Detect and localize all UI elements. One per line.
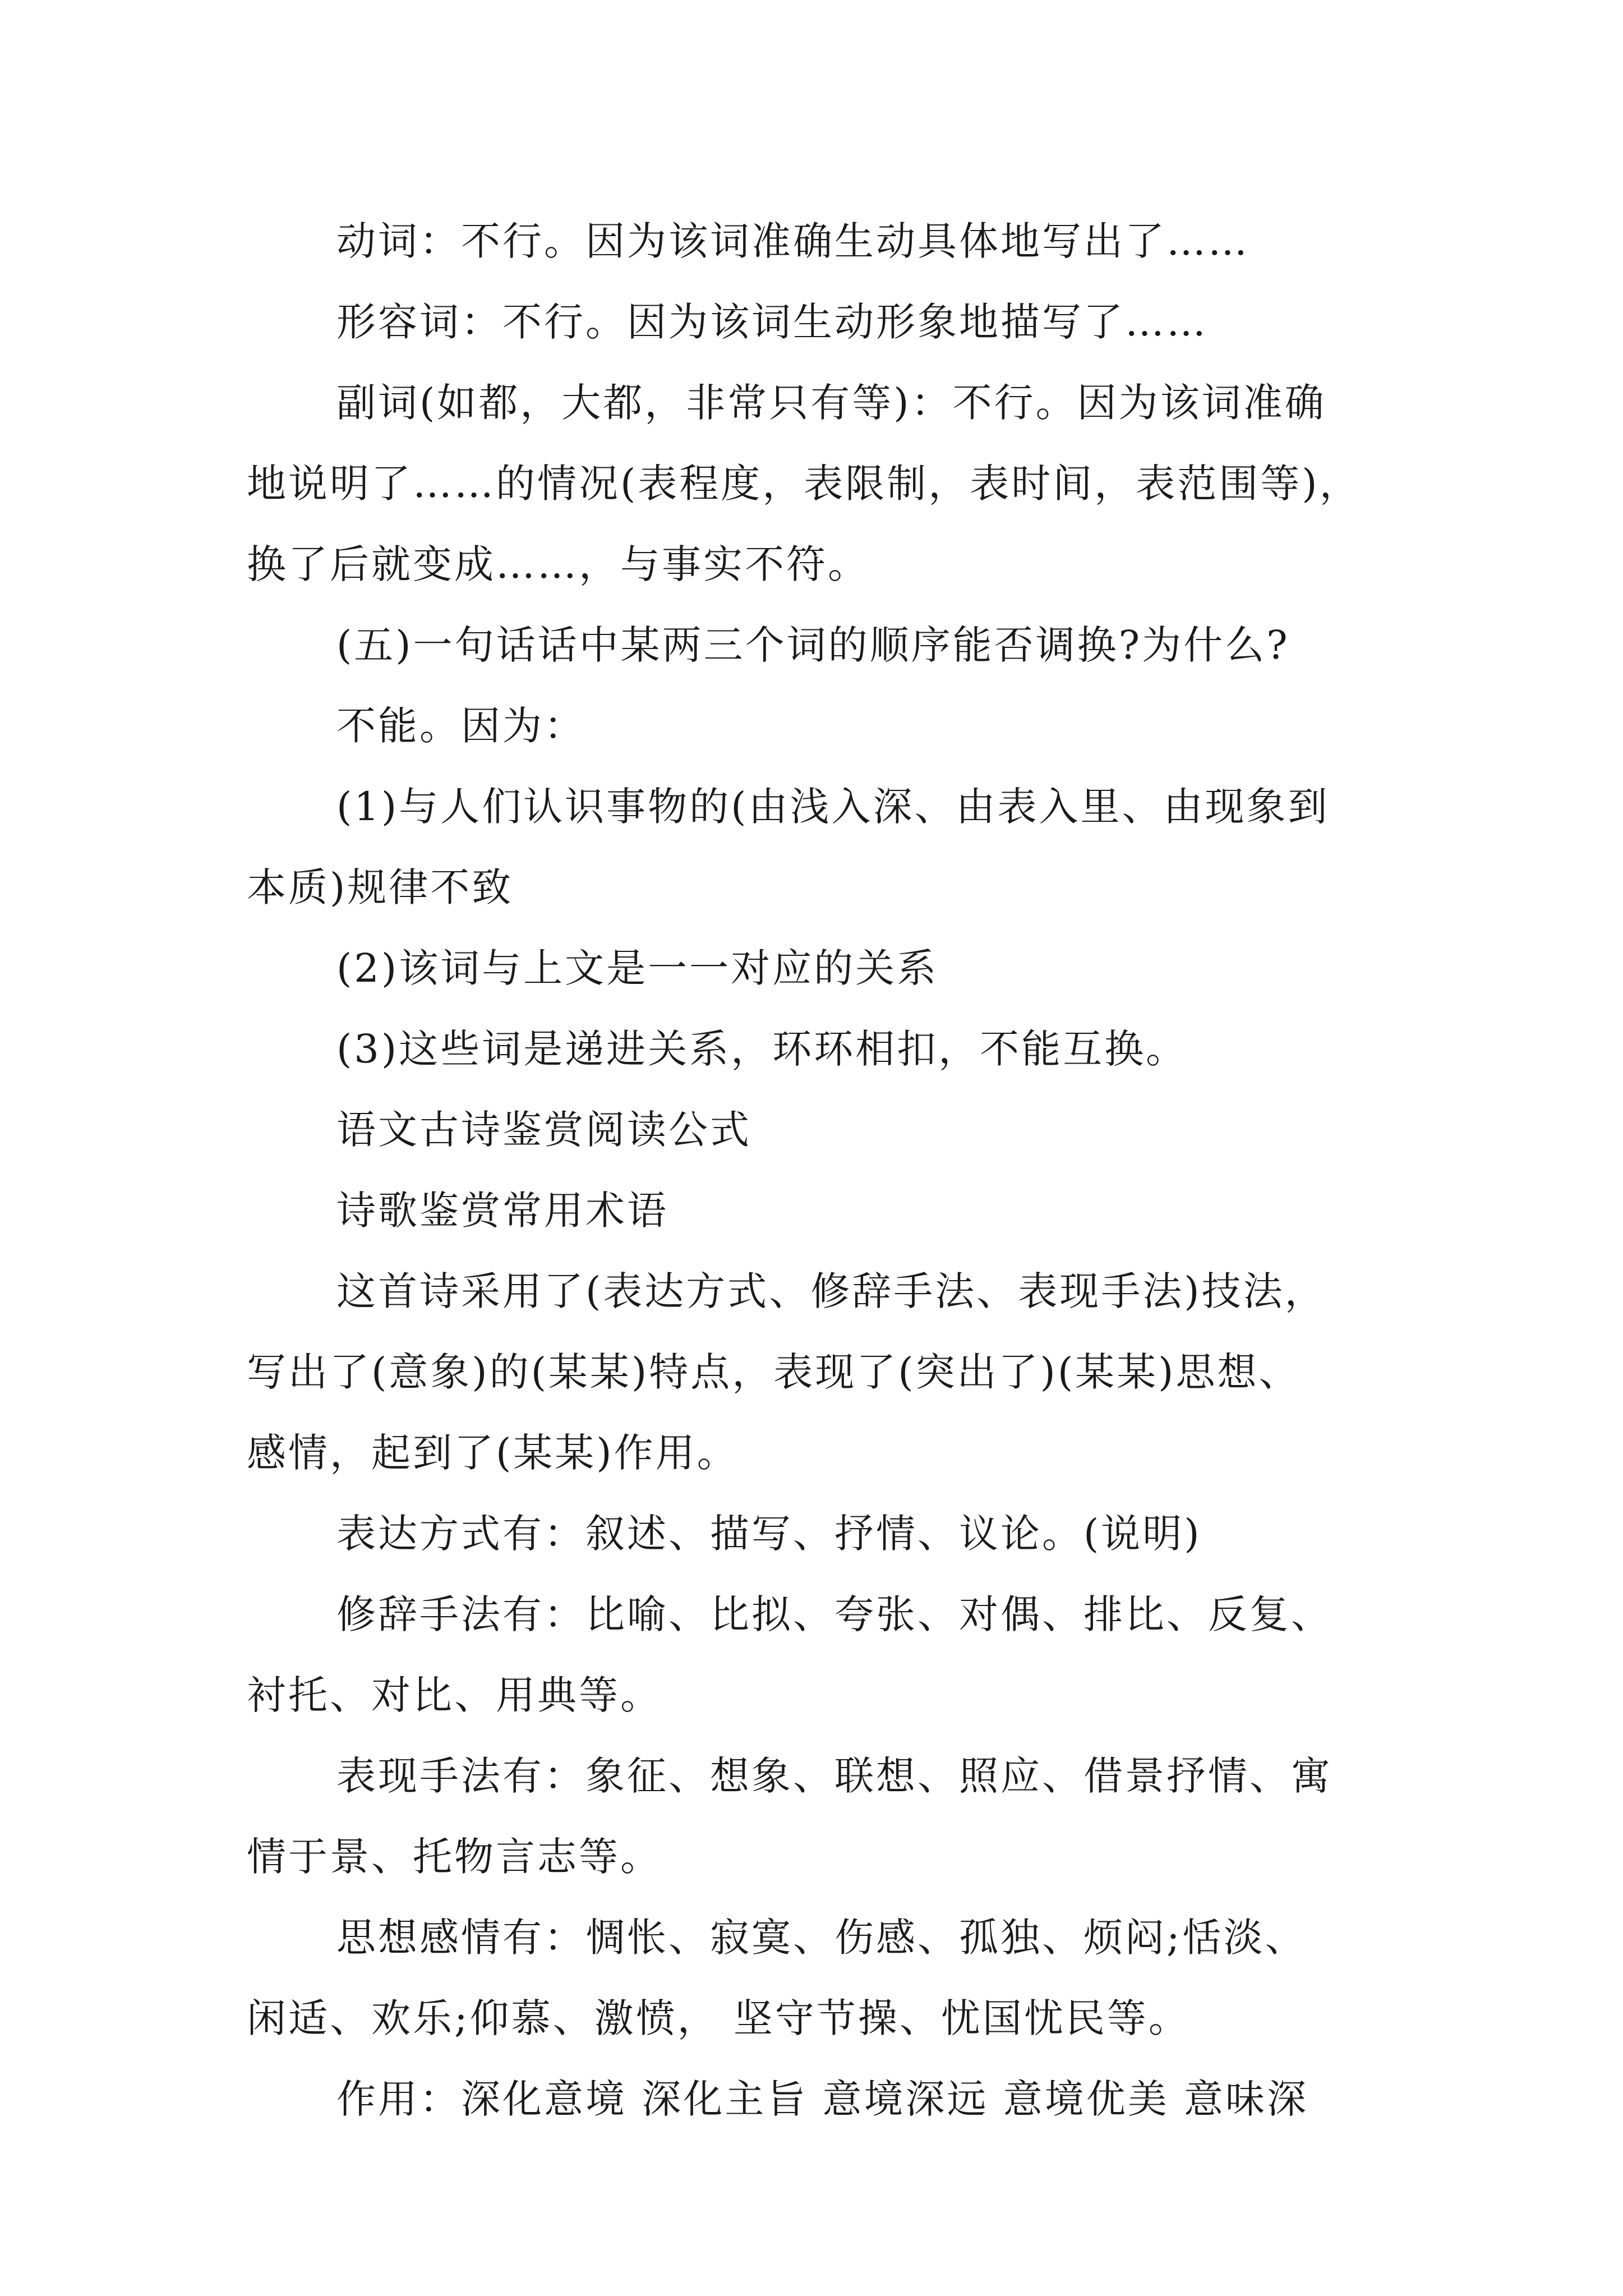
text-line: (3)这些词是递进关系，环环相扣，不能互换。 (336, 1026, 1188, 1072)
text-line: 副词(如都，大都，非常只有等)：不行。因为该词准确 (336, 380, 1326, 426)
paragraph-adjective (247, 282, 1447, 362)
text-line: 诗歌鉴赏常用术语 (336, 1188, 668, 1234)
text-line: (1)与人们认识事物的(由浅入深、由表入里、由现象到 (336, 784, 1330, 830)
text-line: 写出了(意象)的(某某)特点，表现了(突出了)(某某)思想、 (247, 1349, 1301, 1395)
text-line: 修辞手法有：比喻、比拟、夸张、对偶、排比、反复、 (336, 1591, 1332, 1637)
paragraph-techniques (247, 1736, 1447, 1897)
text-line: 衬托、对比、用典等。 (247, 1672, 662, 1718)
section-heading-poetry-formula (247, 1089, 1447, 1170)
text-line: (2)该词与上文是一一对应的关系 (336, 945, 939, 991)
section-heading-poetry-terms (247, 1170, 1447, 1251)
paragraph-question-five (247, 605, 1447, 685)
text-line: 表现手法有：象征、想象、联想、照应、借景抒情、寓 (336, 1753, 1332, 1799)
text-line: 不能。因为： (336, 703, 585, 749)
text-line: 情于景、托物言志等。 (247, 1834, 662, 1880)
text-line: 本质)规律不致 (247, 864, 514, 910)
text-line: 闲适、欢乐;仰慕、激愤， 坚守节操、忧国忧民等。 (247, 1995, 1190, 2041)
paragraph-reason-1 (247, 766, 1447, 928)
paragraph-verb (247, 201, 1447, 282)
paragraph-emotions (247, 1897, 1447, 2059)
text-line: 形容词：不行。因为该词生动形象地描写了…… (336, 299, 1208, 345)
text-line: 思想感情有：惆怅、寂寞、伤感、孤独、烦闷;恬淡、 (336, 1915, 1307, 1961)
document-body (247, 201, 1447, 2139)
paragraph-expression-modes (247, 1493, 1447, 1574)
paragraph-rhetoric (247, 1574, 1447, 1736)
text-line: 这首诗采用了(表达方式、修辞手法、表现手法)技法， (336, 1268, 1326, 1314)
paragraph-formula (247, 1251, 1447, 1493)
text-line: 作用：深化意境 深化主旨 意境深远 意境优美 意味深 (336, 2076, 1309, 2122)
text-line: 感情，起到了(某某)作用。 (247, 1430, 739, 1476)
text-line: 动词：不行。因为该词准确生动具体地写出了…… (336, 218, 1249, 264)
paragraph-function (247, 2059, 1447, 2139)
text-line: (五)一句话话中某两三个词的顺序能否调换?为什么? (336, 622, 1290, 668)
paragraph-reason-3 (247, 1009, 1447, 1089)
paragraph-reason-2 (247, 928, 1447, 1009)
text-line: 地说明了……的情况(表程度，表限制，表时间，表范围等)， (247, 461, 1361, 507)
text-line: 换了后就变成……，与事实不符。 (247, 541, 869, 587)
paragraph-answer (247, 685, 1447, 766)
text-line: 表达方式有：叙述、描写、抒情、议论。(说明) (336, 1511, 1202, 1557)
text-line: 语文古诗鉴赏阅读公式 (336, 1107, 751, 1153)
paragraph-adverb (247, 362, 1447, 605)
